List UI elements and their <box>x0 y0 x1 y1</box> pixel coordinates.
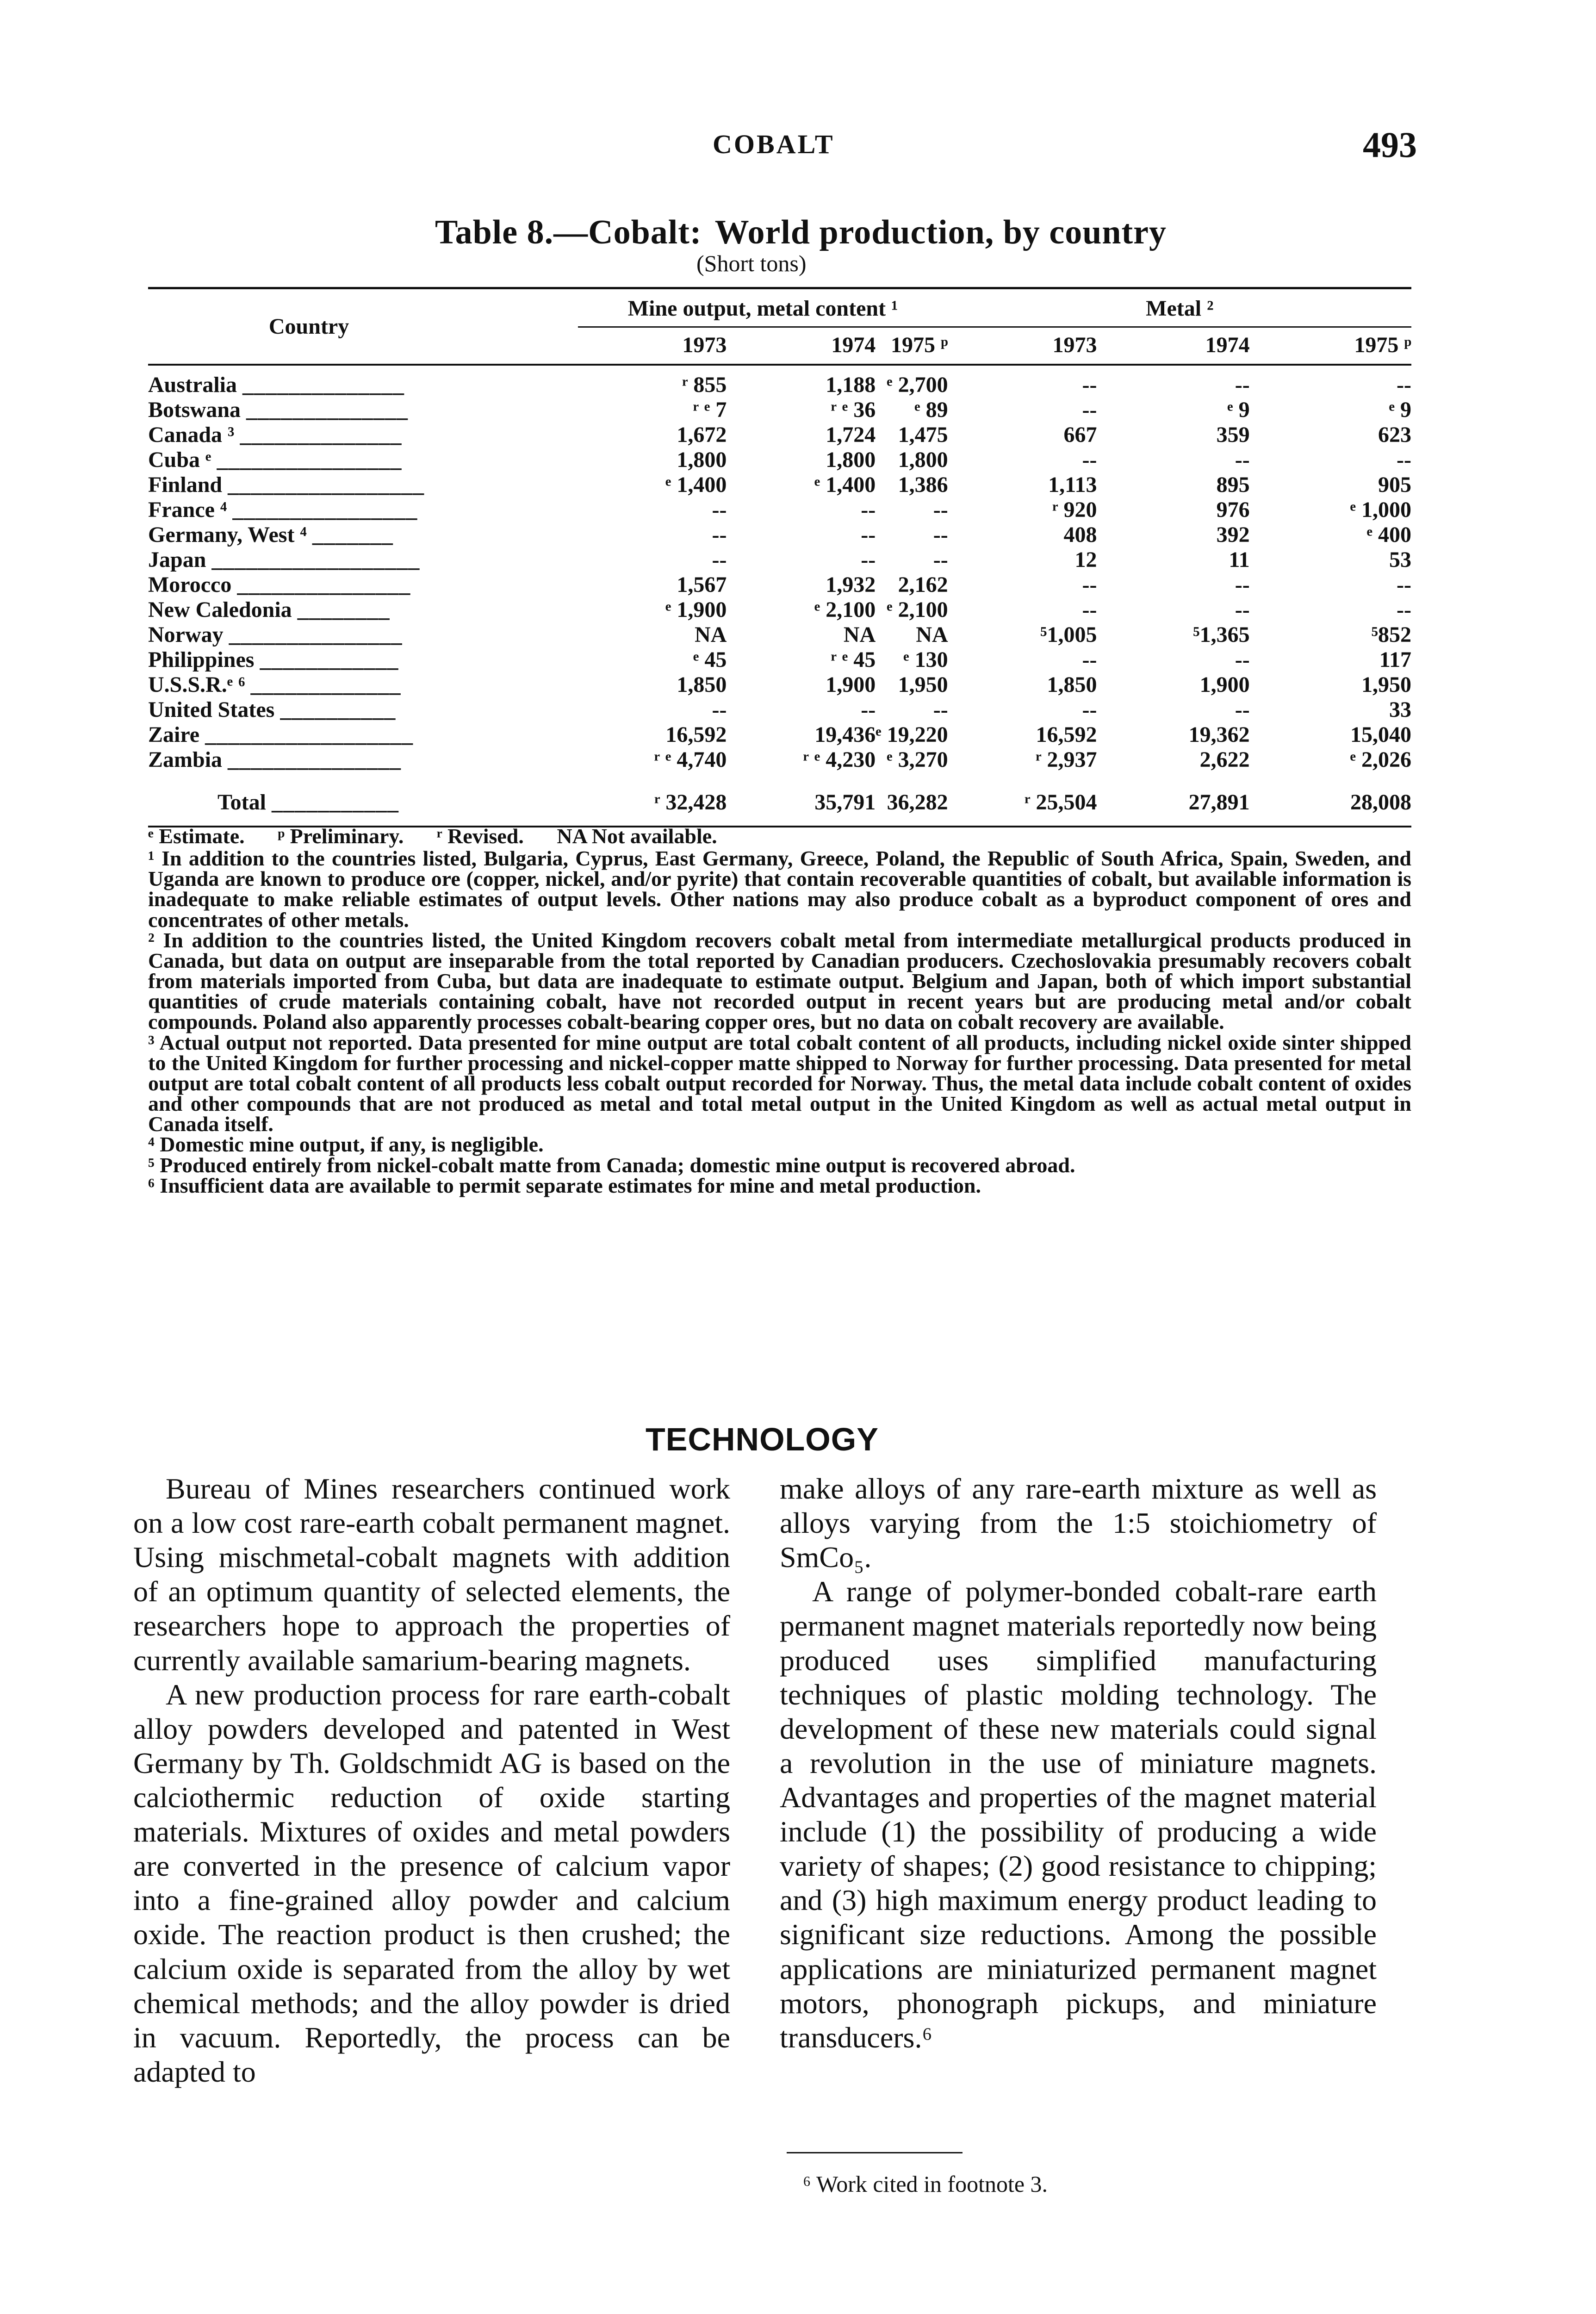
country-column-header: Country <box>148 288 470 365</box>
footnote-4: ⁴ Domestic mine output, if any, is negligible. <box>148 1132 544 1157</box>
value-cell: ᵉ 1,000 <box>1350 498 1411 522</box>
country-cell: France ⁴ ________________ <box>148 498 418 522</box>
value-cell: 1,672 <box>677 423 727 447</box>
value-cell: 905 <box>1378 473 1411 497</box>
value-cell: 1,800 <box>677 448 727 472</box>
value-cell: 2,622 <box>1199 747 1250 772</box>
year-header: 1975 ᵖ <box>1354 333 1411 357</box>
value-cell: 1,567 <box>677 572 727 597</box>
value-cell: -- <box>1397 597 1411 622</box>
year-header: 1974 <box>1205 333 1250 357</box>
country-cell: U.S.S.R.ᵉ ⁶ _____________ <box>148 672 401 697</box>
country-cell: Norway _______________ <box>148 622 403 647</box>
value-cell: ᵉ 2,100 <box>887 597 948 622</box>
value-cell: -- <box>1235 647 1250 672</box>
table-row <box>148 498 1411 523</box>
value-cell: -- <box>1235 373 1250 397</box>
country-cell: Australia ______________ <box>148 373 404 397</box>
value-cell: 1,900 <box>826 672 876 697</box>
value-cell: 53 <box>1389 547 1411 572</box>
value-cell: 15,040 <box>1350 722 1411 747</box>
table-row <box>148 398 1411 423</box>
value-cell: 19,362 <box>1188 722 1250 747</box>
value-cell: -- <box>1397 373 1411 397</box>
country-cell: Finland _________________ <box>148 473 425 497</box>
value-cell: 1,475 <box>898 423 948 447</box>
value-cell: -- <box>861 498 876 522</box>
value-cell: 1,932 <box>826 572 876 597</box>
value-cell: -- <box>933 697 948 722</box>
table-title-text: World production, by country <box>714 213 1167 251</box>
value-cell: ᵉ 45 <box>693 647 727 672</box>
value-cell: -- <box>1397 448 1411 472</box>
value-cell: ᵉ 1,400 <box>665 473 727 497</box>
value-cell: ʳ ᵉ 4,740 <box>654 747 727 772</box>
legend-preliminary: ᵖ Preliminary. <box>278 824 404 848</box>
country-cell: Morocco _______________ <box>148 572 411 597</box>
table-title <box>435 213 1167 252</box>
value-cell: ⁵852 <box>1371 622 1411 647</box>
value-cell: ᵉ 9 <box>1389 398 1411 422</box>
table-row <box>148 547 1411 572</box>
value-cell: ʳ ᵉ 45 <box>831 647 876 672</box>
value-cell: 1,800 <box>826 448 876 472</box>
table-row <box>148 722 1411 747</box>
table-body <box>148 365 1411 778</box>
value-cell: 33 <box>1389 697 1411 722</box>
value-cell: 2,162 <box>898 572 948 597</box>
value-cell: NA <box>916 622 948 647</box>
total-value: ʳ 25,504 <box>1025 790 1097 815</box>
value-cell: 408 <box>1063 523 1097 547</box>
country-cell: Germany, West ⁴ _______ <box>148 523 393 547</box>
value-cell: -- <box>933 547 948 572</box>
value-cell: 1,724 <box>826 423 876 447</box>
value-cell: -- <box>1082 697 1097 722</box>
running-head: COBALT <box>713 129 835 159</box>
value-cell: NA <box>843 622 876 647</box>
value-cell: ʳ 855 <box>682 373 727 397</box>
total-value: 27,891 <box>1188 790 1250 815</box>
table-row <box>148 473 1411 498</box>
value-cell: -- <box>712 498 727 522</box>
value-cell: ᵉ 89 <box>914 398 948 422</box>
value-cell: 1,950 <box>898 672 948 697</box>
value-cell: 1,113 <box>1048 473 1097 497</box>
value-cell: 16,592 <box>665 722 727 747</box>
value-cell: -- <box>1082 373 1097 397</box>
total-value: 35,791 <box>814 790 876 815</box>
value-cell: 19,436 <box>814 722 876 747</box>
value-cell: ᵉ 130 <box>903 647 948 672</box>
country-cell: Botswana ______________ <box>148 398 409 422</box>
table-row <box>148 365 1411 398</box>
body-paragraph: A range of polymer-bonded cobalt-rare earth permanent magnet materials reportedly now being produced uses simplified manufacturing techniques of plastic molding technology. The development of these new materials could signal a revolution in the use of miniature magnets. Advantages and properties of the magnet material include (1) the possibility of producing a wide variety of shapes; (2) good resistance to chipping; and (3) high maximum energy product leading to significant size reductions. Among the possible applications are miniaturized permanent magnet motors, phonograph pickups, and miniature transducers.⁶ <box>780 1575 1377 2054</box>
value-cell: -- <box>712 523 727 547</box>
table-row <box>148 747 1411 778</box>
year-header: 1973 <box>682 333 727 357</box>
value-cell: -- <box>861 547 876 572</box>
value-cell: 895 <box>1216 473 1250 497</box>
value-cell: ᵉ 1,400 <box>814 473 876 497</box>
value-cell: -- <box>1082 647 1097 672</box>
section-heading: TECHNOLOGY <box>646 1421 879 1457</box>
table-row <box>148 697 1411 722</box>
metal-group-header: Metal ² <box>948 288 1411 327</box>
country-cell: Zaire __________________ <box>148 722 414 747</box>
value-cell: ᵉ 2,700 <box>887 373 948 397</box>
country-cell: Zambia _______________ <box>148 747 402 772</box>
total-value: 36,282 <box>887 790 948 815</box>
value-cell: -- <box>1235 597 1250 622</box>
table-row <box>148 448 1411 473</box>
value-cell: ᵉ 19,220 <box>876 722 948 747</box>
value-cell: 1,850 <box>677 672 727 697</box>
left-column <box>133 1472 730 2089</box>
table-row <box>148 597 1411 622</box>
value-cell: ⁵1,365 <box>1193 622 1250 647</box>
value-cell: ʳ ᵉ 7 <box>693 398 727 422</box>
value-cell: 16,592 <box>1036 722 1097 747</box>
total-row <box>148 778 1411 827</box>
value-cell: 1,188 <box>826 373 876 397</box>
value-cell: ᵉ 400 <box>1366 523 1411 547</box>
value-cell: ᵉ 3,270 <box>887 747 948 772</box>
value-cell: -- <box>933 523 948 547</box>
table-subtitle: (Short tons) <box>696 250 807 276</box>
value-cell: ᵉ 2,026 <box>1350 747 1411 772</box>
value-cell: 12 <box>1074 547 1097 572</box>
country-cell: Cuba ᵉ ________________ <box>148 448 402 472</box>
value-cell: -- <box>1235 697 1250 722</box>
value-cell: 117 <box>1379 647 1411 672</box>
country-cell: United States __________ <box>148 697 396 722</box>
value-cell: -- <box>1082 597 1097 622</box>
value-cell: 359 <box>1216 423 1250 447</box>
mine-output-group-header: Mine output, metal content ¹ <box>578 288 948 327</box>
value-cell: -- <box>1397 572 1411 597</box>
table-row <box>148 622 1411 647</box>
value-cell: ᵉ 1,900 <box>665 597 727 622</box>
table-row <box>148 572 1411 597</box>
country-cell: Philippines ____________ <box>148 647 399 672</box>
value-cell: ⁵1,005 <box>1040 622 1097 647</box>
legend-revised: ʳ Revised. <box>436 824 524 848</box>
legend-not-available: NA Not available. <box>557 824 717 848</box>
page-number: 493 <box>1363 124 1417 165</box>
value-cell: -- <box>712 697 727 722</box>
body-paragraph: make alloys of any rare-earth mixture as well as alloys varying from the 1:5 stoichiometry of SmCo₅. <box>780 1472 1377 1574</box>
footnote-legend <box>148 826 1411 846</box>
value-cell: -- <box>1082 448 1097 472</box>
country-cell: New Caledonia ________ <box>148 597 390 622</box>
value-cell: 623 <box>1378 423 1411 447</box>
total-label: Total ___________ <box>217 790 399 815</box>
footnote-3: ³ Actual output not reported. Data presented for mine output are total cobalt content of all products, including nickel oxide sinter shipped to the United Kingdom for further processing and nickel-copper matte shipped to Norway for further processing. Data presented for metal output are total cobalt content of all products less cobalt output recorded for Norway. Thus, the metal data include cobalt content of oxides and other compounds that are not produced as metal and total metal output in the United Kingdom as well as actual metal output in Canada itself. <box>148 1030 1411 1136</box>
footnote-5: ⁵ Produced entirely from nickel-cobalt matte from Canada; domestic mine output is recovered abroad. <box>148 1153 1075 1177</box>
country-cell: Japan __________________ <box>148 547 420 572</box>
value-cell: 1,950 <box>1361 672 1411 697</box>
value-cell: ᵉ 2,100 <box>814 597 876 622</box>
year-header: 1973 <box>1052 333 1097 357</box>
value-cell: 1,900 <box>1199 672 1250 697</box>
table-row <box>148 647 1411 672</box>
table-row <box>148 523 1411 547</box>
production-table <box>148 287 1411 827</box>
footnote-1: ¹ In addition to the countries listed, Bulgaria, Cyprus, East Germany, Greece, Poland, the Republic of South Africa, Spain, Sweden, and Uganda are known to produce ore (copper, nickel, and/or pyrite) that contain recoverable quantities of cobalt, but available information is inadequate to make reliable estimates of output levels. Other nations may also produce cobalt as a byproduct component of ores and concentrates of other metals. <box>148 846 1411 932</box>
body-paragraph: A new production process for rare earth-cobalt alloy powders developed and patented in West Germany by Th. Goldschmidt AG is based on the calciothermic reduction of oxide starting materials. Mixtures of oxides and metal powders are converted in the presence of calcium vapor into a fine-grained alloy powder and calcium oxide. The reaction product is then crushed; the calcium oxide is separated from the alloy by wet chemical methods; and the alloy powder is dried in vacuum. Reportedly, the process can be adapted to <box>133 1678 730 2088</box>
value-cell: 667 <box>1063 423 1097 447</box>
total-value: ʳ 32,428 <box>654 790 727 815</box>
right-column <box>780 1472 1377 2055</box>
year-header: 1974 <box>831 333 876 357</box>
table-label: Table 8.—Cobalt: <box>435 213 702 251</box>
value-cell: 1,800 <box>898 448 948 472</box>
value-cell: 976 <box>1216 498 1250 522</box>
value-cell: ʳ 920 <box>1052 498 1097 522</box>
value-cell: -- <box>861 697 876 722</box>
value-cell: -- <box>712 547 727 572</box>
value-cell: -- <box>1235 448 1250 472</box>
country-cell: Canada ³ ______________ <box>148 423 402 447</box>
value-cell: 11 <box>1229 547 1250 572</box>
value-cell: 392 <box>1216 523 1250 547</box>
footnote-6: ⁶ Insufficient data are available to permit separate estimates for mine and metal production. <box>148 1173 981 1197</box>
production-table-wrapper <box>148 287 1411 827</box>
value-cell: -- <box>861 523 876 547</box>
footnote-2: ² In addition to the countries listed, the United Kingdom recovers cobalt metal from intermediate metallurgical products produced in Canada, but data on output are inseparable from the total reported by Canadian producers. Czechoslovakia presumably recovers cobalt from materials imported from Cuba, but data are inadequate to estimate output. Belgium and Japan, both of which import substantial quantities of crude materials containing cobalt, have not recorded output in recent years but are producing metal and/or cobalt compounds. Poland also apparently processes cobalt-bearing copper ores, but no data on cobalt recovery are available. <box>148 928 1411 1034</box>
table-row <box>148 423 1411 448</box>
value-cell: -- <box>1235 572 1250 597</box>
value-cell: ʳ ᵉ 4,230 <box>803 747 876 772</box>
value-cell: ʳ ᵉ 36 <box>831 398 876 422</box>
table-row <box>148 672 1411 697</box>
column-footnote-rule <box>787 2152 963 2153</box>
value-cell: ᵉ 9 <box>1227 398 1250 422</box>
body-paragraph: Bureau of Mines researchers continued work on a low cost rare-earth cobalt permanent magnet. Using mischmetal-cobalt magnets with addition of an optimum quantity of selected elements, the researchers hope to approach the properties of currently available samarium-bearing magnets. <box>133 1472 730 1677</box>
value-cell: -- <box>933 498 948 522</box>
column-footnote: ⁶ Work cited in footnote 3. <box>803 2171 1048 2197</box>
value-cell: NA <box>695 622 727 647</box>
year-header: 1975 ᵖ <box>891 333 948 357</box>
value-cell: ʳ 2,937 <box>1036 747 1097 772</box>
value-cell: 1,386 <box>898 473 948 497</box>
table-footnotes <box>148 826 1411 1196</box>
total-value: 28,008 <box>1350 790 1411 815</box>
value-cell: -- <box>1082 572 1097 597</box>
legend-estimate: ᵉ Estimate. <box>148 824 245 848</box>
value-cell: -- <box>1082 398 1097 422</box>
value-cell: 1,850 <box>1047 672 1097 697</box>
